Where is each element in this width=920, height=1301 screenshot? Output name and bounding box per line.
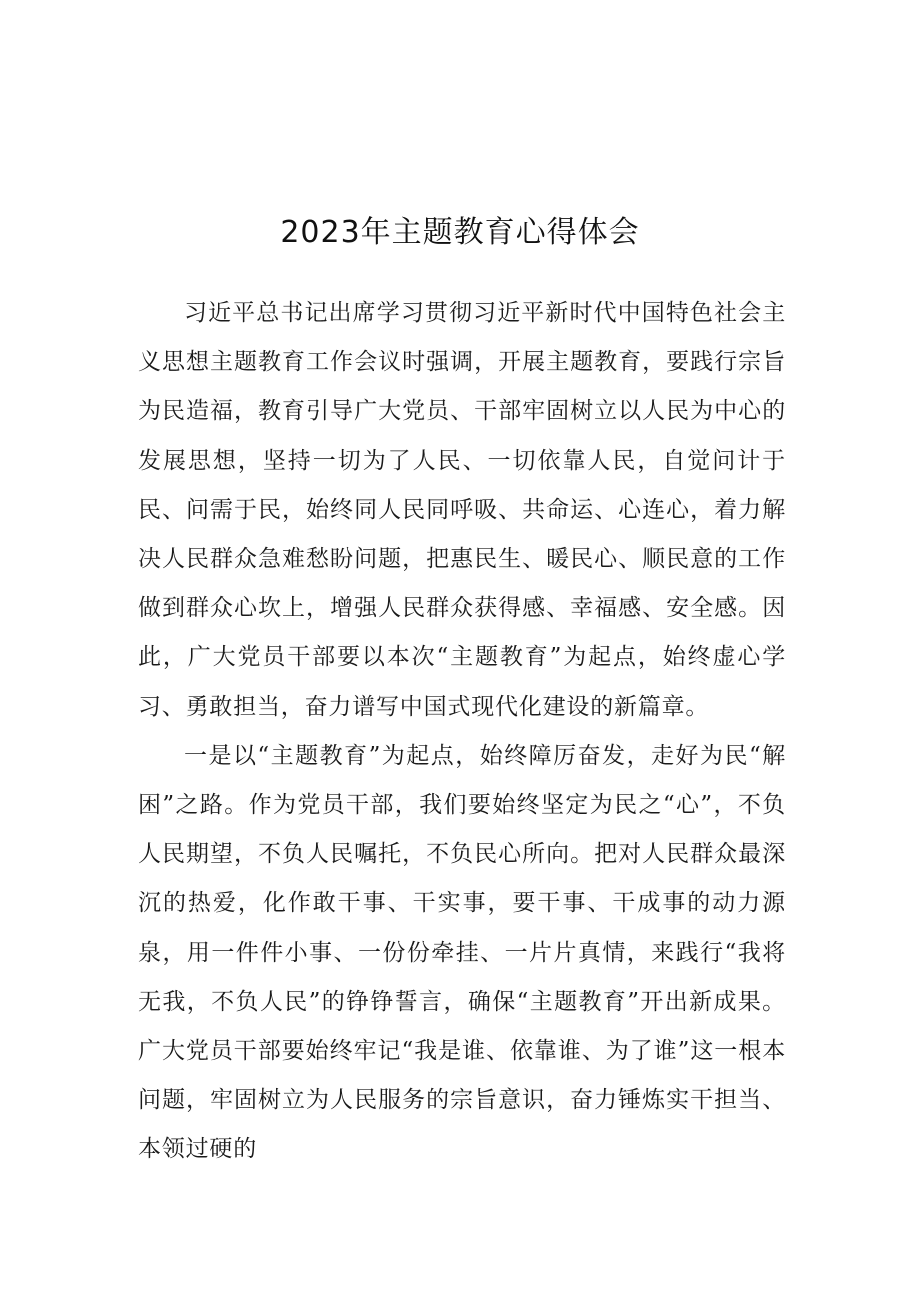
document-body xyxy=(138,289,786,1175)
paragraph-intro: 习近平总书记出席学习贯彻习近平新时代中国特色社会主义思想主题教育工作会议时强调，开展主题教育，要践行宗旨为民造福，教育引导广大党员、干部牢固树立以人民为中心的发展思想，坚持一切为了人民、一切依靠人民，自觉问计于民、问需于民，始终同人民同呼吸、共命运、心连心，着力解决人民群众急难愁盼问题，把惠民生、暖民心、顺民意的工作做到群众心坎上，增强人民群众获得感、幸福感、安全感。因此，广大党员干部要以本次“主题教育”为起点，始终虚心学习、勇敢担当，奋力谱写中国式现代化建设的新篇章。 xyxy=(138,300,786,720)
document-title: 2023年主题教育心得体会 xyxy=(280,215,640,250)
paragraph-point-one: 一是以“主题教育”为起点，始终障厉奋发，走好为民“解困”之路。作为党员干部，我们要始终坚定为民之“心”，不负人民期望，不负人民嘱托，不负民心所向。把对人民群众最深沉的热爱，化作敢干事、干实事，要干事、干成事的动力源泉，用一件件小事、一份份牵挂、一片片真情，来践行“我将无我，不负人民”的铮铮誓言，确保“主题教育”开出新成果。广大党员干部要始终牢记“我是谁、依靠谁、为了谁”这一根本问题，牢固树立为人民服务的宗旨意识，奋力锤炼实干担当、本领过硬的 xyxy=(138,742,786,1163)
